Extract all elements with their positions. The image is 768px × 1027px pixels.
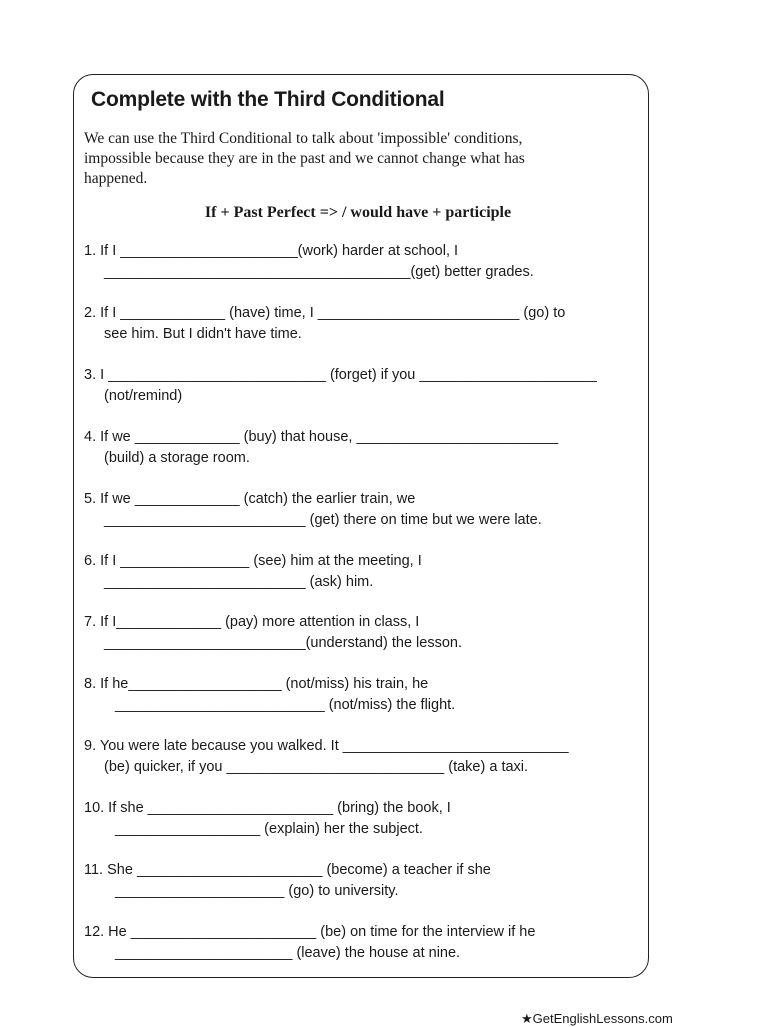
exercise-line: _________________________ (ask) him. [104,574,374,590]
exercise-line: 4. If we _____________ (buy) that house, _________________________ [84,429,559,445]
star-icon: ★ [521,1011,533,1026]
exercise-7 [84,612,644,654]
exercise-line: 7. If I_____________ (pay) more attention in class, I [84,614,420,630]
exercise-3 [84,365,644,407]
exercise-line: (build) a storage room. [104,450,250,466]
exercise-line: 9. You were late because you walked. It ____________________________ [84,738,569,754]
intro-line: happened. [84,170,148,187]
exercise-line: __________________ (explain) her the subject. [115,821,423,837]
exercise-line: ______________________________________(get) better grades. [104,264,534,280]
exercise-8 [84,674,644,716]
footer-site-link[interactable]: GetEnglishLessons.com [532,1011,673,1026]
exercise-line: _____________________ (go) to university. [115,883,399,899]
exercise-4 [84,427,644,469]
exercise-line: _________________________ (get) there on time but we were late. [104,512,542,528]
exercise-6 [84,551,644,593]
intro-paragraph [84,129,624,189]
exercise-line: 5. If we _____________ (catch) the earlier train, we [84,491,416,507]
exercise-1 [84,241,644,283]
exercise-line: 10. If she _______________________ (bring) the book, I [84,800,451,816]
formula-rule: If + Past Perfect => / would have + participle [204,204,512,221]
exercise-11 [84,860,644,902]
exercise-9 [84,736,644,778]
exercise-line: (be) quicker, if you ___________________________ (take) a taxi. [104,759,529,775]
exercise-line: see him. But I didn't have time. [104,326,302,342]
exercise-12 [84,922,644,964]
exercise-line: 2. If I _____________ (have) time, I _________________________ (go) to [84,305,566,321]
exercise-line: 8. If he___________________ (not/miss) his train, he [84,676,429,692]
exercise-line: __________________________ (not/miss) the flight. [115,697,456,713]
intro-line: We can use the Third Conditional to talk about 'impossible' conditions, [84,130,523,147]
exercise-line: _________________________(understand) the lesson. [104,635,462,651]
intro-line: impossible because they are in the past and we cannot change what has [84,150,525,167]
exercise-line: 6. If I ________________ (see) him at the meeting, I [84,553,422,569]
exercise-line: 1. If I ______________________(work) harder at school, I [84,243,459,259]
exercise-line: 12. He _______________________ (be) on time for the interview if he [84,924,536,940]
exercise-line: 3. I ___________________________ (forget) if you ______________________ [84,367,597,383]
page-title: Complete with the Third Conditional [91,88,445,111]
exercise-line: 11. She _______________________ (become) a teacher if she [84,862,491,878]
exercise-2 [84,303,644,345]
exercise-line: ______________________ (leave) the house at nine. [115,945,461,961]
footer-credit [521,1011,673,1027]
exercise-line: (not/remind) [104,388,183,404]
exercise-5 [84,489,644,531]
exercise-10 [84,798,644,840]
